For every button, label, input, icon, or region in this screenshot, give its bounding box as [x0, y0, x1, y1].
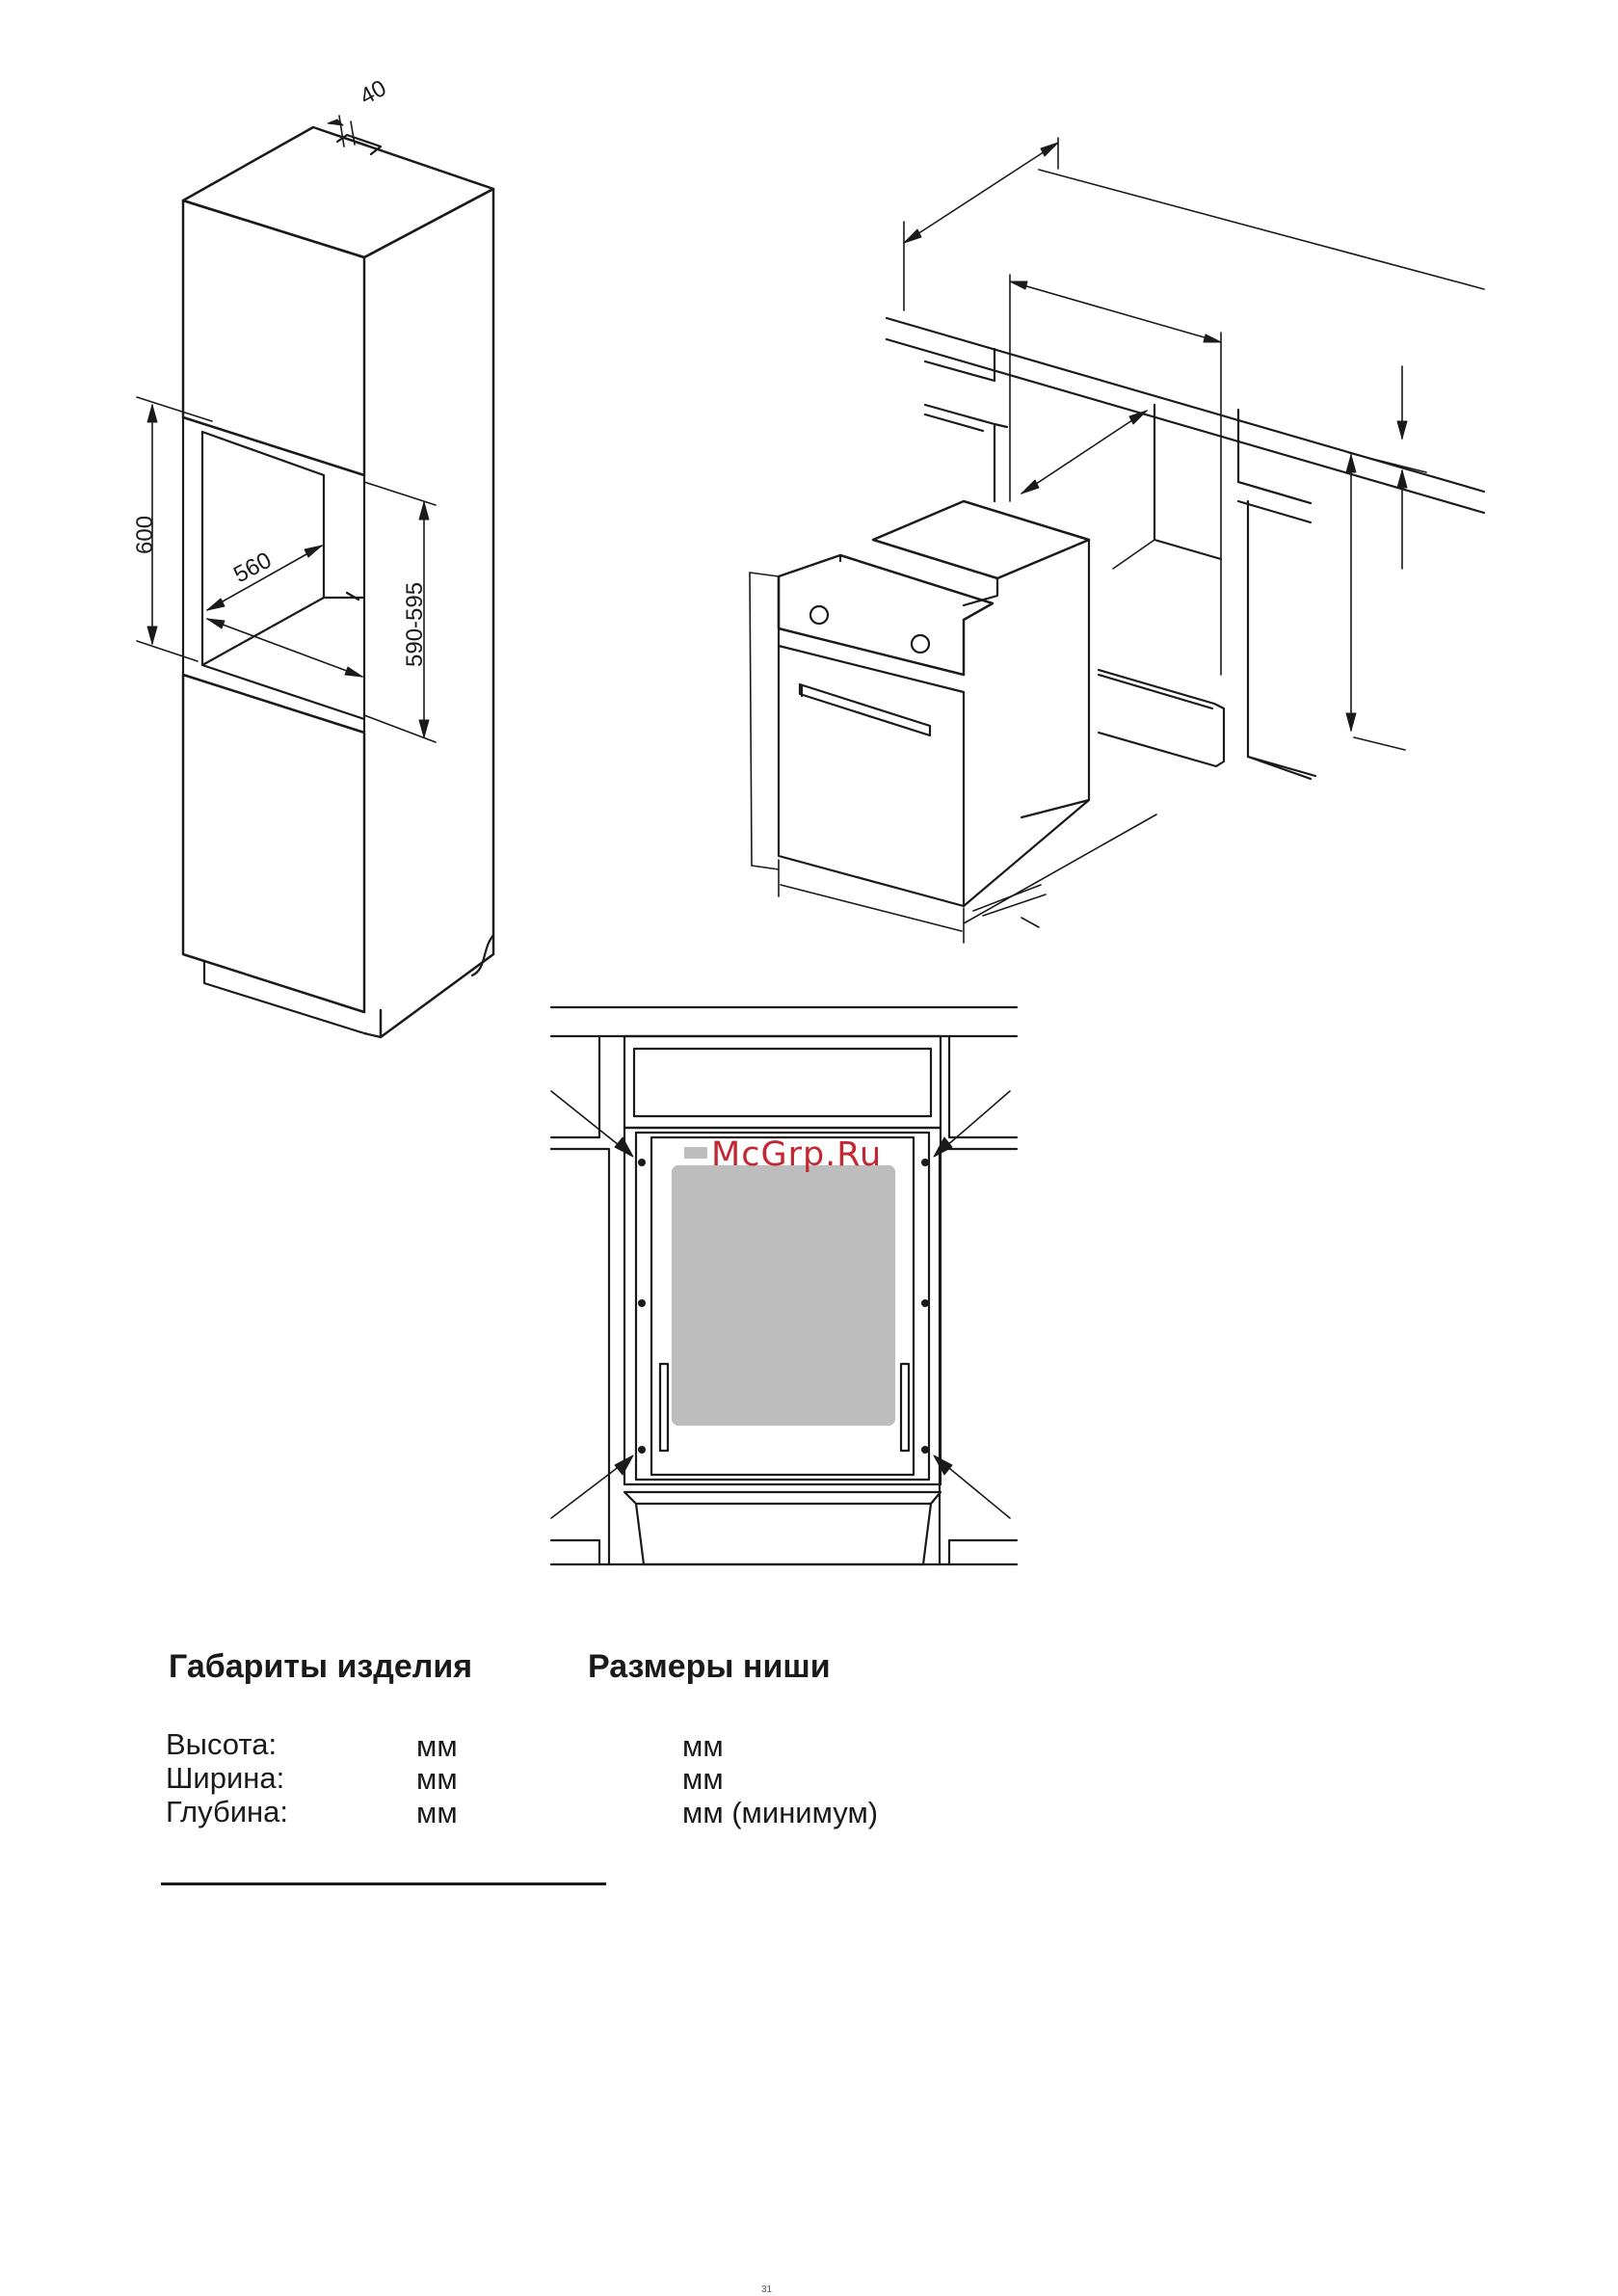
product-width-unit: мм [416, 1762, 458, 1796]
niche-depth-unit: мм (минимум) [682, 1796, 879, 1829]
footnote-divider [161, 1882, 606, 1885]
watermark: McGrp.Ru [711, 1135, 883, 1174]
cabinet-dim-40: 40 [356, 74, 391, 111]
depth-label: Глубина: [166, 1795, 289, 1829]
oven-install-figure [750, 138, 1484, 943]
width-label: Ширина: [166, 1761, 285, 1795]
cabinet-figure [137, 116, 493, 1037]
page-number: 31 [761, 2284, 773, 2295]
front-view-figure [551, 1007, 1017, 1564]
cabinet-dim-560: 560 [229, 547, 277, 589]
product-dimensions-heading: Габариты изделия [169, 1648, 473, 1685]
niche-height-unit: мм [682, 1729, 724, 1763]
product-height-unit: мм [416, 1729, 458, 1763]
niche-width-unit: мм [682, 1762, 724, 1796]
product-depth-unit: мм [416, 1796, 458, 1829]
cabinet-dim-600: 600 [132, 515, 158, 554]
height-label: Высота: [166, 1727, 278, 1761]
niche-dimensions-heading: Размеры ниши [588, 1648, 831, 1685]
cabinet-dim-590-595: 590-595 [402, 581, 428, 667]
